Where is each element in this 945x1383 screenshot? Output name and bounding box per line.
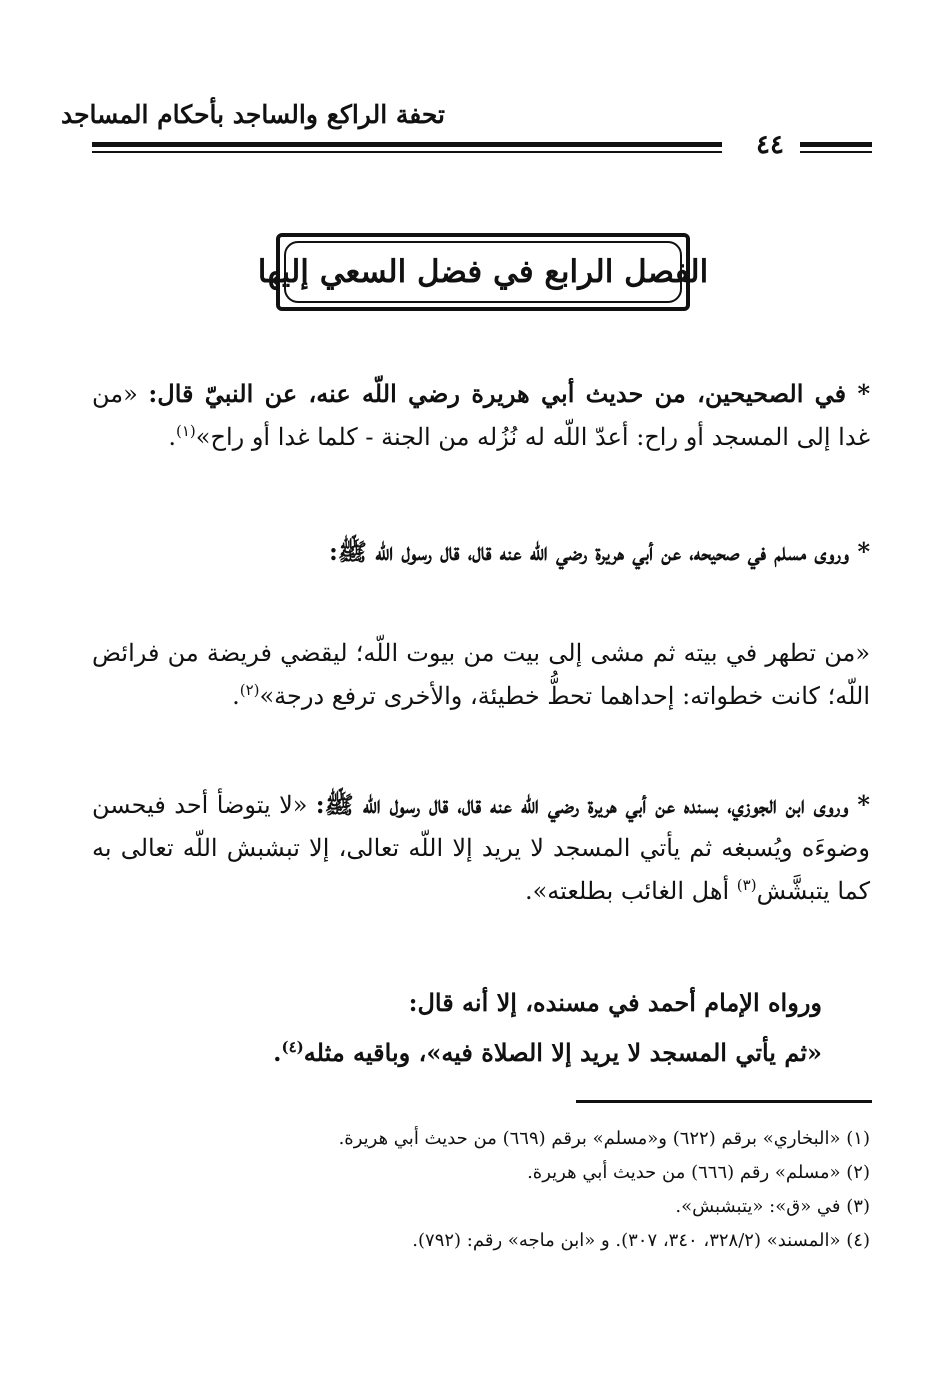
paragraph-2 [92, 530, 870, 573]
footnote-ref-4: (٤) [281, 1038, 304, 1056]
paragraph-5-line-2: «ثم يأتي المسجد لا يريد إلا الصلاة فيه»، وباقيه مثله$^{(٤)}$. [273, 1038, 822, 1067]
header-rule-thick-line [92, 142, 722, 147]
paragraph-1-intro: * في الصحيحين، من حديث أبي هريرة رضي اللّه عنه، عن النبيّ قال: [148, 379, 871, 408]
chapter-title-inner-frame [257, 241, 709, 303]
paragraph-4-quote-start: «لا يتوضأ أحد فيحسن وضوءَه ويُسبغه ثم يأتي المسجد لا يريد إلا اللّه تعالى، إلا تبشبش اللّه تعالى به كما يتبشَّش [92, 791, 870, 905]
footnote-3: (٣) في «ق»: «يتبشبش». [675, 1196, 870, 1217]
running-header-title: تحفة الراكع والساجد بأحكام المساجد [60, 100, 445, 129]
footnote-ref-1: (١) [175, 422, 196, 440]
footnote-4: (٤) «المسند» (٣٢٨/٢، ٣٤٠، ٣٠٧). و «ابن ماجه» رقم: (٧٩٢). [412, 1230, 870, 1251]
footnote-2: (٢) «مسلم» رقم (٦٦٦) من حديث أبي هريرة. [527, 1162, 870, 1183]
paragraph-5-quote: «ثم يأتي المسجد لا يريد إلا الصلاة فيه»، وباقيه مثله [303, 1038, 822, 1067]
footnote-ref-2: (٢) [239, 681, 260, 699]
footnote-1: (١) «البخاري» برقم (٦٢٢) و«مسلم» برقم (٦٦٩) من حديث أبي هريرة. [338, 1128, 870, 1149]
paragraph-1-quote: «من غدا إلى المسجد أو راح: أعدّ اللّه له نُزُله من الجنة - كلما غدا أو راح» [92, 380, 870, 451]
footnote-separator [576, 1100, 872, 1103]
paragraph-1: * في الصحيحين، من حديث أبي هريرة رضي اللّه عنه، عن النبيّ قال: «من غدا إلى المسجد أو راح: أعدّ اللّه له نُزُله من الجنة - كلما غدا أو راح»$^{(١)}$. [92, 379, 871, 451]
header-rule-long [92, 142, 722, 156]
chapter-title-frame [257, 233, 709, 311]
header-rule-thin-line [92, 151, 722, 153]
header-rule-short [800, 142, 872, 156]
header-rule-short-thick-line [800, 142, 872, 147]
chapter-title: الفصل الرابع في فضل السعي إليها [257, 254, 709, 290]
paragraph-4-intro: * وروى ابن الجوزي، بسنده عن أبي هريرة رضي اللّه عنه قال، قال رسول اللّه ﷺ: [315, 790, 870, 819]
paragraph-2-intro: * وروى مسلم في صحيحه، عن أبي هريرة رضي اللّه عنه قال، قال رسول اللّه ﷺ: [329, 537, 870, 566]
paragraph-5 [92, 978, 822, 1078]
paragraph-4-quote-end: أهل الغائب بطلعته». [524, 877, 730, 905]
paragraph-3-quote: «من تطهر في بيته ثم مشى إلى بيت من بيوت اللّه؛ ليقضي فريضة من فرائض اللّه؛ كانت خطواته: إحداهما تحطُّ خطيئة، والأخرى ترفع درجة» [92, 639, 870, 710]
paragraph-3: «من تطهر في بيته ثم مشى إلى بيت من بيوت اللّه؛ ليقضي فريضة من فرائض اللّه؛ كانت خطواته: إحداهما تحطُّ خطيئة، والأخرى ترفع درجة»$^{(٢)}$. [92, 639, 870, 710]
header-rule-short-thin-line [800, 151, 872, 153]
footnotes [92, 1122, 870, 1258]
paragraph-4 [92, 783, 870, 913]
page-number: ٤٤ [756, 130, 784, 160]
footnote-ref-3: (٣) [736, 876, 757, 894]
paragraph-5-line-1: ورواه الإمام أحمد في مسنده، إلا أنه قال: [408, 988, 822, 1017]
